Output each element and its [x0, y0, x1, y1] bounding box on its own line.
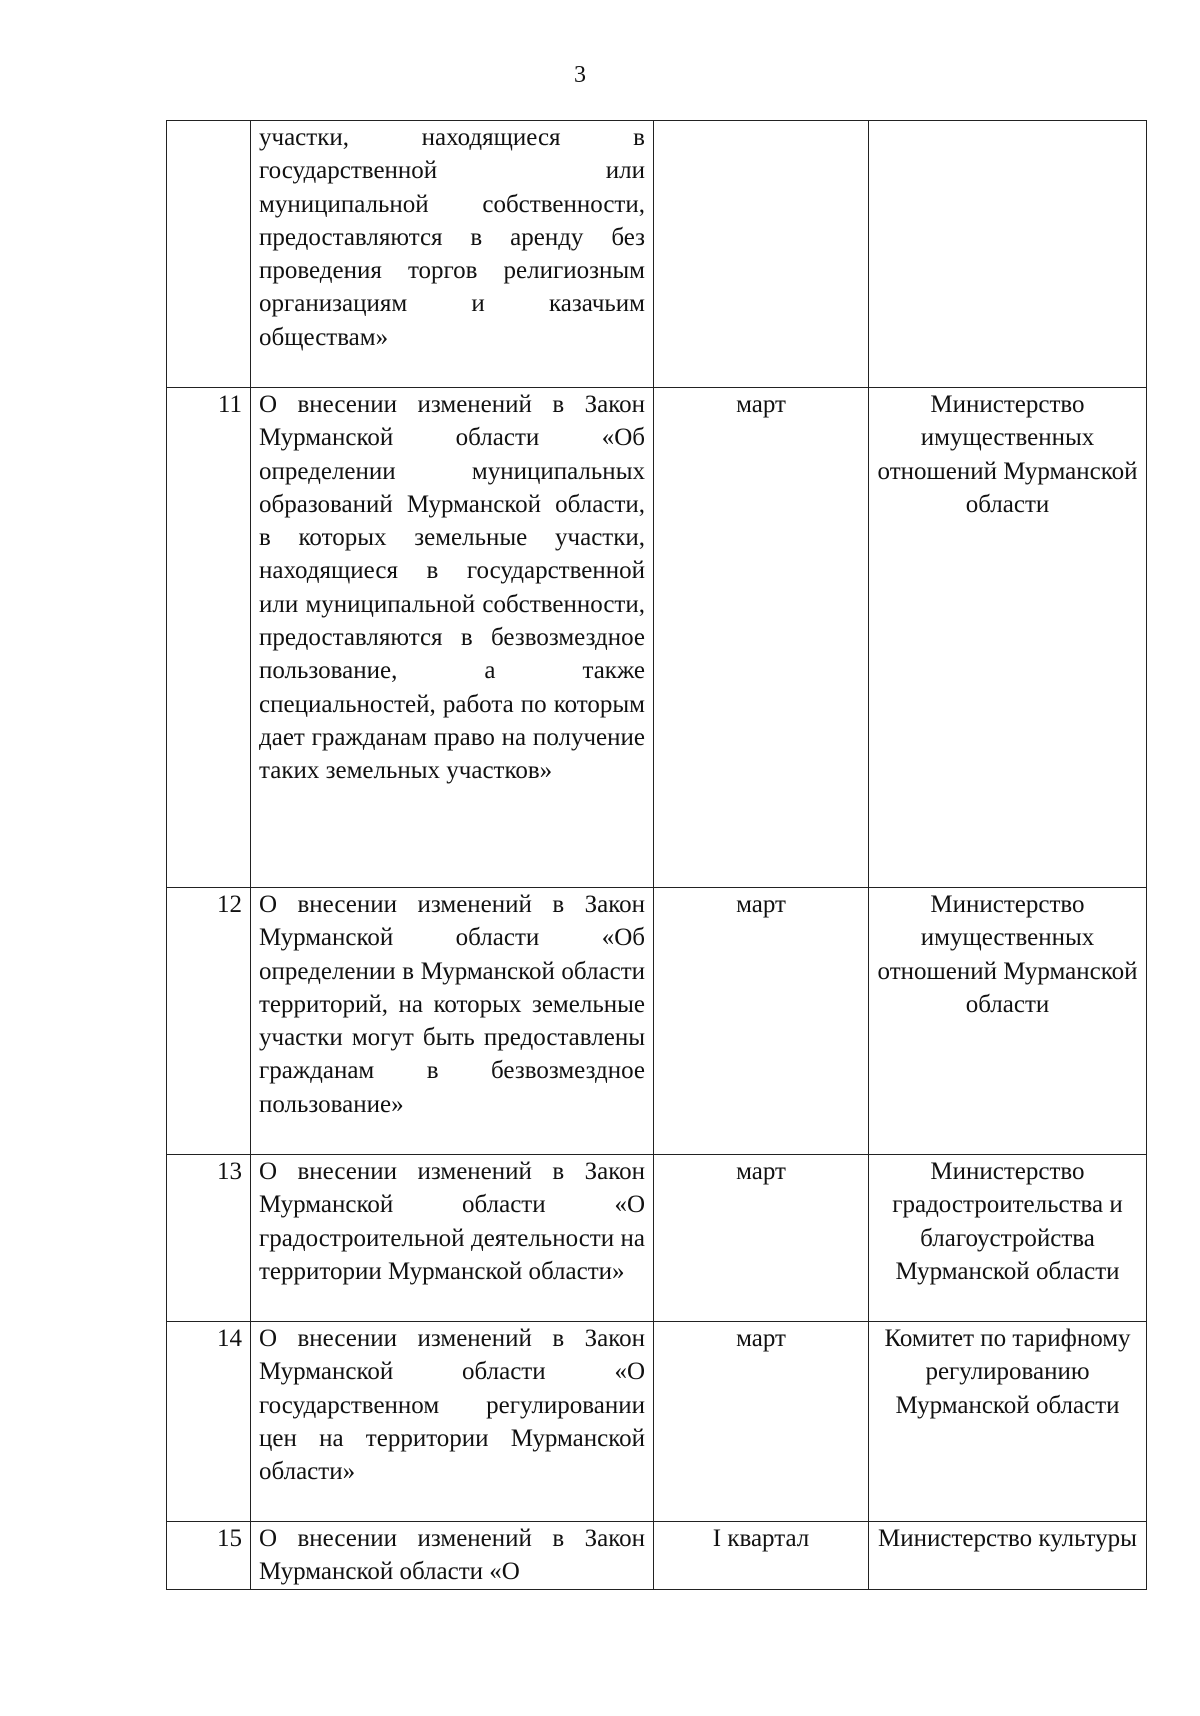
responsible-cell [869, 121, 1147, 388]
term-cell: март [654, 888, 869, 1155]
law-title-cell: О внесении изменений в Закон Мурманской области «Об определении в Мурманской области территорий, на которых земельные участки могут быть предоставлены гражданам в безвозмездное пользование» [251, 888, 654, 1155]
responsible-cell: Министерство имущественных отношений Мурманской области [869, 388, 1147, 888]
law-title-cell: участки, находящиеся в государственной или муниципальной собственности, предоставляются в аренду без проведения торгов религиозным организациям и казачьим обществам» [251, 121, 654, 388]
legislative-plan-table [166, 120, 1147, 1590]
row-number-cell [167, 121, 251, 388]
row-number-cell: 12 [167, 888, 251, 1155]
row-number-cell: 14 [167, 1322, 251, 1522]
term-cell: март [654, 388, 869, 888]
responsible-cell: Министерство имущественных отношений Мурманской области [869, 888, 1147, 1155]
responsible-cell: Министерство культуры [869, 1522, 1147, 1590]
law-title-cell: О внесении изменений в Закон Мурманской области «О [251, 1522, 654, 1590]
row-number-cell: 13 [167, 1155, 251, 1322]
term-cell [654, 121, 869, 388]
row-number-cell: 11 [167, 388, 251, 888]
table-row [167, 888, 1147, 1155]
law-title-cell: О внесении изменений в Закон Мурманской области «О государственном регулировании цен на территории Мурманской области» [251, 1322, 654, 1522]
responsible-cell: Министерство градостроительства и благоустройства Мурманской области [869, 1155, 1147, 1322]
table-row [167, 1155, 1147, 1322]
term-cell: март [654, 1155, 869, 1322]
law-title-cell: О внесении изменений в Закон Мурманской области «О градостроительной деятельности на территории Мурманской области» [251, 1155, 654, 1322]
page-number: 3 [574, 62, 586, 88]
term-cell: март [654, 1322, 869, 1522]
term-cell: I квартал [654, 1522, 869, 1590]
law-title-cell: О внесении изменений в Закон Мурманской области «Об определении муниципальных образований Мурманской области, в которых земельные участки, находящиеся в государственной или муниципальной собственности, предоставляются в безвозмездное пользование, а также специальностей, работа по которым дает гражданам право на получение таких земельных участков» [251, 388, 654, 888]
row-number-cell: 15 [167, 1522, 251, 1590]
table-row [167, 121, 1147, 388]
table-row [167, 388, 1147, 888]
table-row [167, 1522, 1147, 1590]
responsible-cell: Комитет по тарифному регулированию Мурманской области [869, 1322, 1147, 1522]
table-row [167, 1322, 1147, 1522]
